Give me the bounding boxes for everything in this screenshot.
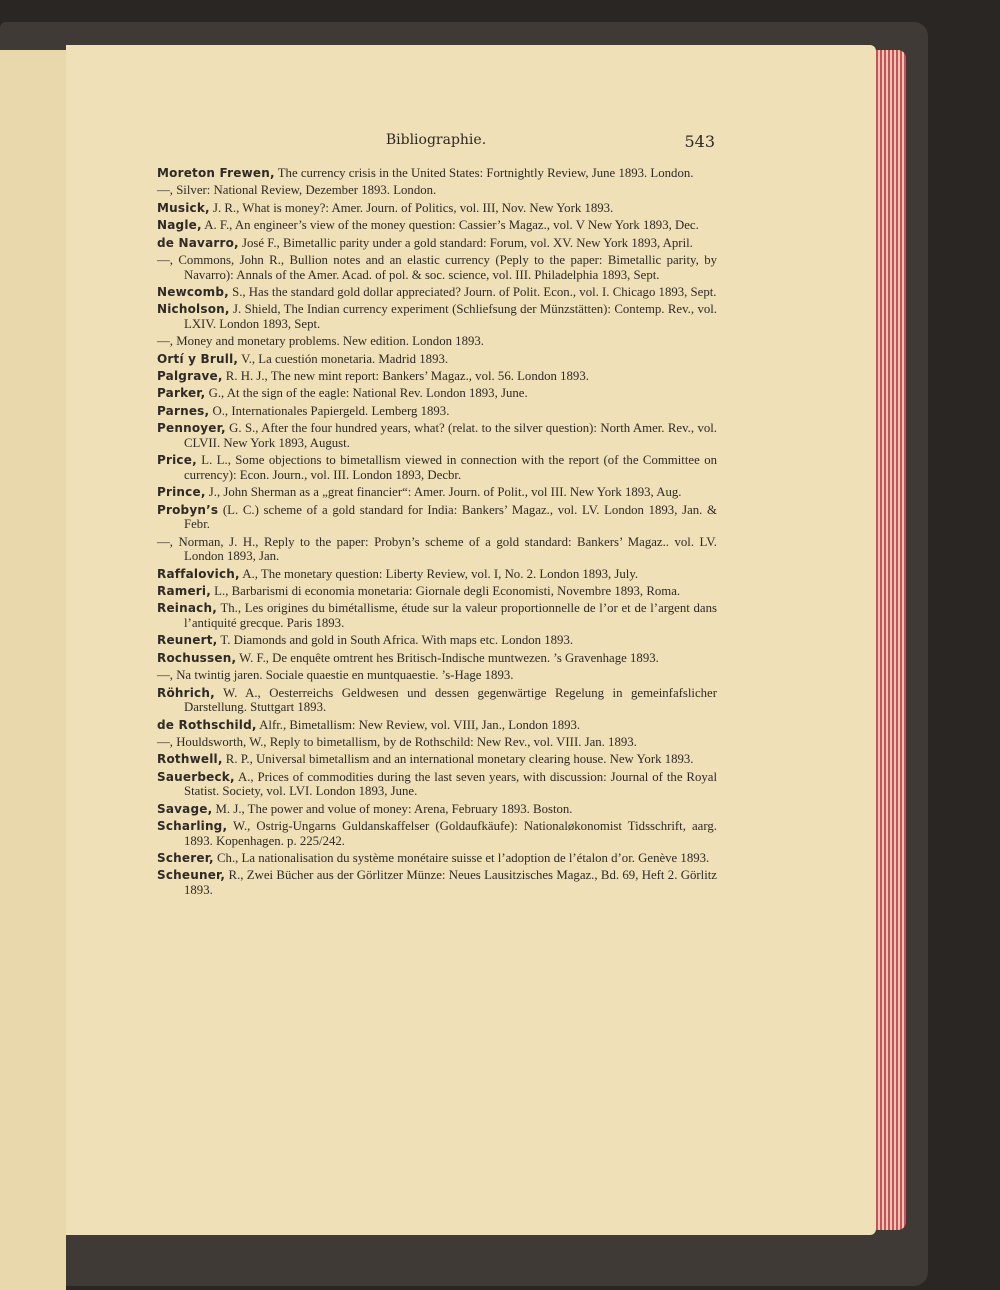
bibliography-entry [157, 485, 717, 500]
entry-text: G., At the sign of the eagle: National Rev. London 1893, June. [205, 386, 528, 401]
bibliography-entry [157, 386, 717, 401]
entry-text: Th., Les origines du bimétallisme, étude sur la valeur proportionnelle de l’or et de l’argent dans l’antiquité grecque. Paris 1893. [184, 601, 717, 630]
entry-author: Scheuner, [157, 868, 226, 883]
bibliography-entry [157, 404, 717, 419]
bibliography-entry [157, 668, 717, 683]
entry-author: Rameri, [157, 583, 211, 598]
entry-author: Musick, [157, 200, 210, 215]
page-edges [876, 50, 906, 1230]
entry-author: Parker, [157, 386, 206, 401]
entry-author: Nicholson, [157, 302, 230, 317]
entry-text: W., Ostrig-Ungarns Guldanskaffelser (Goldaufkäufe): Nationaløkonomist Tidsschrift, aarg. 1893. Kopenhagen. p. 225/242. [184, 819, 717, 848]
bibliography-entry [157, 819, 717, 848]
entry-text: T. Diamonds and gold in South Africa. With maps etc. London 1893. [217, 633, 574, 648]
entry-text: J., John Sherman as a „great financier“: Amer. Journ. of Polit., vol III. New York 1893, Aug. [205, 485, 682, 500]
entry-text: —, Na twintig jaren. Sociale quaestie en muntquaestie. ’s-Hage 1893. [157, 668, 514, 683]
bibliography-entry [157, 752, 717, 767]
entry-text: W. A., Oesterreichs Geldwesen und dessen gegenwärtige Regelung in gemeinfafslicher Darstellung. Stuttgart 1893. [184, 685, 717, 715]
bibliography-entry [157, 236, 717, 251]
bibliography-entry [157, 453, 717, 482]
entry-text: —, Houldsworth, W., Reply to bimetallism, by de Rothschild: New Rev., vol. VIII. Jan. 1893. [157, 734, 637, 749]
entry-author: Sauerbeck, [157, 769, 235, 784]
previous-page-edge [0, 50, 66, 1290]
entry-author: Scharling, [157, 819, 228, 834]
page-number: 543 [684, 132, 715, 151]
entry-author: de Navarro, [157, 235, 239, 250]
entry-text: Ch., La nationalisation du système monétaire suisse et l’adoption de l’étalon d’or. Genève 1893. [213, 851, 710, 866]
bibliography-entry [157, 633, 717, 648]
entry-text: R. H. J., The new mint report: Bankers’ Magaz., vol. 56. London 1893. [222, 369, 589, 384]
entry-author: Rothwell, [157, 752, 223, 767]
bibliography-entry [157, 718, 717, 733]
entry-text: A. F., An engineer’s view of the money question: Cassier’s Magaz., vol. V New York 1893, Dec. [201, 218, 699, 233]
entry-author: Reunert, [157, 633, 218, 648]
bibliography-entry [157, 201, 717, 216]
bibliography-entry [157, 421, 717, 450]
bibliography-entry [157, 334, 717, 349]
bibliography-entry [157, 166, 717, 181]
bibliography-entry [157, 535, 717, 564]
entry-text: (L. C.) scheme of a gold standard for India: Bankers’ Magaz., vol. LV. London 1893, Jan. & Febr. [184, 502, 717, 532]
bibliography-entry [157, 802, 717, 817]
entry-author: Prince, [157, 485, 206, 500]
entry-author: Moreton Frewen, [157, 166, 275, 180]
bibliography-entry [157, 735, 717, 750]
entry-text: A., Prices of commodities during the last seven years, with discussion: Journal of the Royal Statist. Society, vol. LVI. London 1893, June. [184, 769, 717, 799]
bibliography-entry [157, 868, 717, 897]
entry-author: Parnes, [157, 403, 210, 418]
entry-text: L. L., Some objections to bimetallism viewed in connection with the report (of the Committee on currency): Econ. Journ., vol. III. London 1893, Decbr. [184, 453, 717, 482]
bibliography-entry [157, 503, 717, 532]
entry-author: Newcomb, [157, 284, 229, 299]
entry-author: Palgrave, [157, 369, 223, 384]
entry-author: Nagle, [157, 218, 202, 233]
bibliography-entry [157, 218, 717, 233]
entry-author: Probyn’s [157, 502, 219, 517]
entry-author: Ortí y Brull, [157, 351, 239, 366]
bibliography-entry [157, 851, 717, 866]
entry-text: J. R., What is money?: Amer. Journ. of Politics, vol. III, Nov. New York 1893. [209, 200, 614, 215]
entry-author: Raffalovich, [157, 566, 240, 581]
bibliography-entry [157, 285, 717, 300]
entry-author: Pennoyer, [157, 421, 226, 436]
entry-text: —, Money and monetary problems. New edition. London 1893. [157, 334, 484, 349]
bibliography-entry [157, 369, 717, 384]
bibliography-entry [157, 601, 717, 630]
running-head [157, 132, 715, 154]
bibliography-entry [157, 567, 717, 582]
entry-author: Rochussen, [157, 650, 237, 665]
entry-text: L., Barbarismi di economia monetaria: Giornale degli Economisti, Novembre 1893, Roma. [210, 583, 681, 598]
bibliography-entry [157, 584, 717, 599]
entry-author: Savage, [157, 801, 213, 816]
entry-text: The currency crisis in the United States: Fortnightly Review, June 1893. London. [274, 166, 694, 180]
entry-text: W. F., De enquête omtrent hes Britisch-Indische muntwezen. ’s Gravenhage 1893. [236, 650, 659, 665]
bibliography-list [157, 166, 717, 900]
entry-text: A., The monetary question: Liberty Review, vol. I, No. 2. London 1893, July. [239, 566, 639, 581]
entry-author: Röhrich, [157, 685, 215, 700]
entry-text: J. Shield, The Indian currency experiment (Schliefsung der Münzstätten): Contemp. Rev., vol. LXIV. London 1893, Sept. [184, 302, 717, 331]
entry-text: R., Zwei Bücher aus der Görlitzer Münze: Neues Lausitzisches Magaz., Bd. 69, Heft 2. Görlitz 1893. [184, 868, 717, 898]
entry-text: —, Commons, John R., Bullion notes and an elastic currency (Peply to the paper: Bimetallic parity, by Navarro): Annals of the Amer. Acad. of pol. & soc. science, vol. III. Philadelphia 1893, Sept. [157, 252, 717, 282]
entry-author: Price, [157, 453, 197, 468]
entry-author: de Rothschild, [157, 717, 257, 732]
bibliography-entry [157, 770, 717, 799]
entry-text: Alfr., Bimetallism: New Review, vol. VIII, Jan., London 1893. [256, 717, 581, 732]
entry-text: R. P., Universal bimetallism and an international monetary clearing house. New York 1893. [222, 752, 694, 767]
bibliography-entry [157, 352, 717, 367]
entry-text: G. S., After the four hundred years, what? (relat. to the silver question): North Amer. Rev., vol. CLVII. New York 1893, August. [184, 421, 717, 450]
bibliography-entry [157, 253, 717, 282]
entry-text: V., La cuestión monetaria. Madrid 1893. [238, 351, 449, 366]
entry-text: S., Has the standard gold dollar appreciated? Journ. of Polit. Econ., vol. I. Chicago 1893, Sept. [228, 284, 717, 299]
bibliography-entry [157, 183, 717, 198]
entry-author: Scherer, [157, 851, 214, 866]
bibliography-entry [157, 686, 717, 715]
entry-author: Reinach, [157, 601, 217, 616]
entry-text: —, Norman, J. H., Reply to the paper: Probyn’s scheme of a gold standard: Bankers’ Magaz.. vol. LV. London 1893, Jan. [157, 534, 717, 564]
bibliography-entry [157, 651, 717, 666]
bibliography-entry [157, 302, 717, 331]
entry-text: —, Silver: National Review, Dezember 1893. London. [157, 183, 437, 198]
running-head-title: Bibliographie. [385, 132, 487, 148]
entry-text: José F., Bimetallic parity under a gold standard: Forum, vol. XV. New York 1893, April. [238, 235, 693, 250]
entry-text: M. J., The power and volue of money: Arena, February 1893. Boston. [212, 801, 573, 816]
entry-text: O., Internationales Papiergeld. Lemberg 1893. [209, 403, 450, 418]
